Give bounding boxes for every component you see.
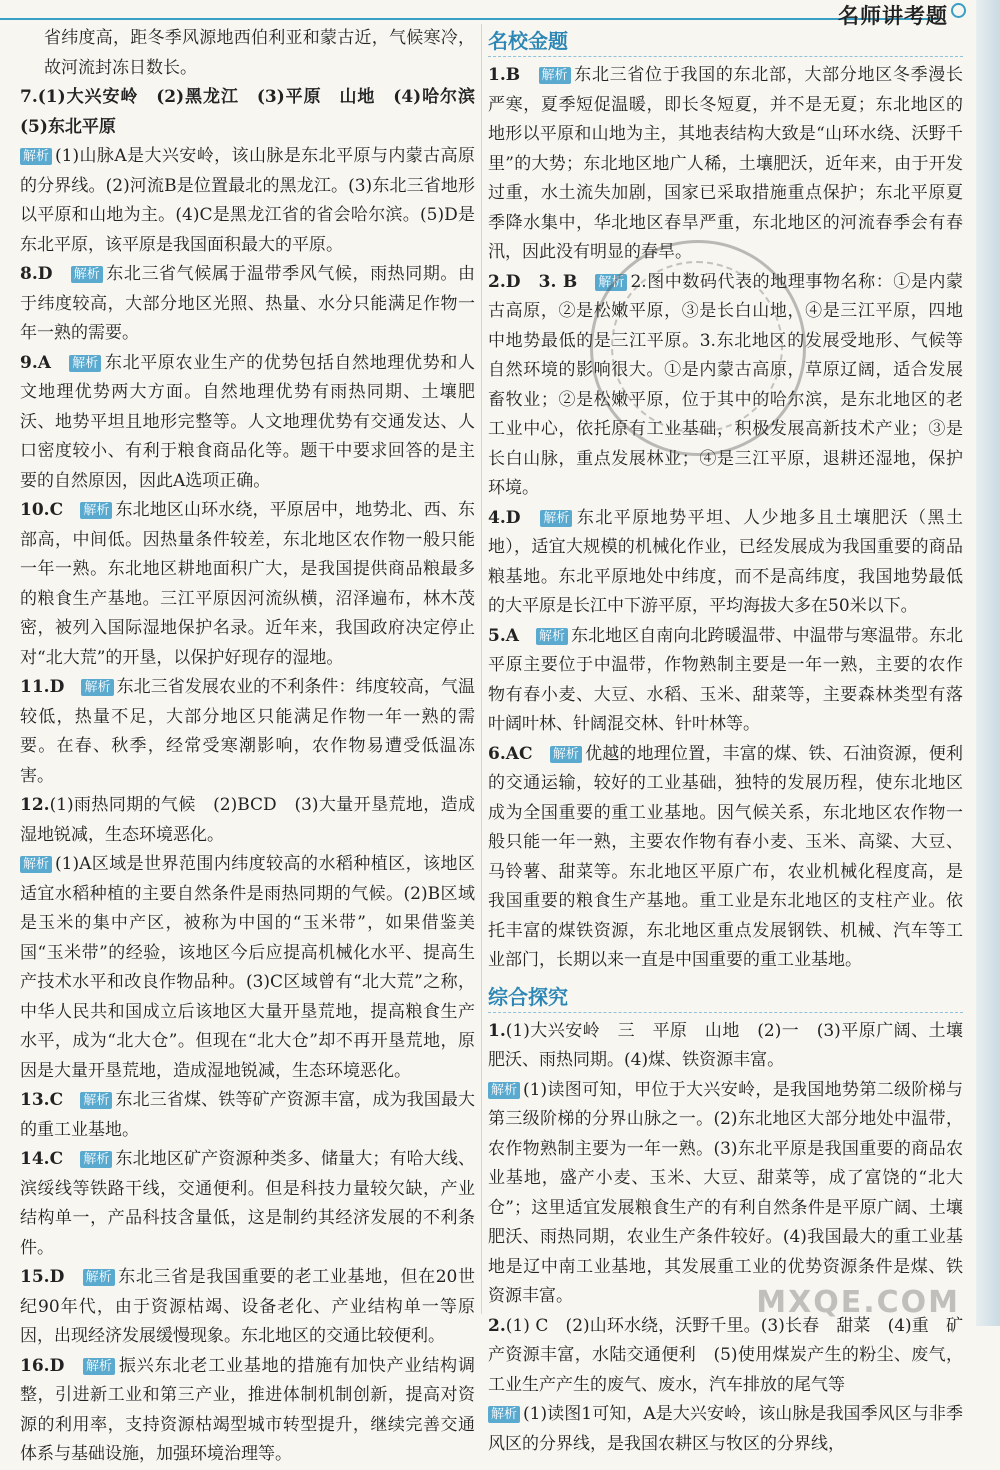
analysis-text: 振兴东北老工业基地的措施有加快产业结构调整，引进新工业和第三产业，推进体制机制创新，提高对资源的利用率，支持资源枯竭型城市转型提升，继续完善交通体系与基础设施，加强环境治理等。	[20, 1355, 476, 1464]
analysis-text: 东北三省煤、铁等矿产资源丰富，成为我国最大的重工业基地。	[20, 1090, 475, 1140]
question-answer: B	[505, 65, 521, 85]
analysis-text: 优越的地理位置，丰富的煤、铁、石油资源，便利的交通运输，较好的工业基础，独特的发展历程，使东北地区成为全国重要的重工业基地。因气候关系，东北地区农作物一般只能一年一熟，主要农作物有春小麦、玉米、高粱、大豆、马铃薯、甜菜等。东北地区平原广布，农业机械化程度高，是我国重要的粮食生产基地。重工业是东北地区的支柱产业。依托丰富的煤铁资源，东北地区重点发展钢铁、机械、汽车等工业部门，长期以来一直是中国重要的重工业基地。	[488, 743, 963, 970]
watermark-logo: MXQE.COM	[756, 1285, 960, 1320]
question-answer: (1) C (2)山环水绕，沃野千里。(3)长春 甜菜 (4)重 矿产资源丰富，水陆交通便利 (5)使用煤炭产生的粉尘、废气，工业生产产生的废气、废水，汽车排放的尾气等	[488, 1315, 963, 1395]
question-number: 2.	[488, 1315, 506, 1336]
question-number: 7.	[20, 87, 38, 107]
rq-6	[488, 740, 963, 976]
analysis-badge: 解析	[540, 510, 572, 527]
analysis-text: 东北地区自南向北跨暖温带、中温带与寒温带。东北平原主要位于中温带，作物熟制主要是一年一熟，主要的农作物有春小麦、大豆、水稻、玉米、甜菜等，主要森林类型有落叶阔叶林、针阔混交林、针叶林等。	[488, 625, 964, 734]
question-answer: D	[49, 1267, 65, 1287]
rq-5	[488, 622, 963, 740]
question-answer: D	[37, 264, 53, 284]
question-10	[20, 496, 475, 673]
analysis-badge: 解析	[595, 274, 627, 291]
question-number: 2.	[488, 271, 506, 292]
analysis-badge: 解析	[83, 1358, 115, 1375]
analysis-text: 东北三省发展农业的不利条件：纬度较高，气温较低，热量不足，大部分地区只能满足作物一年一熟的需要。在春、秋季，经常受寒潮影响，农作物易遭受低温冻害。	[20, 677, 476, 786]
analysis-badge: 解析	[550, 746, 582, 763]
analysis-badge: 解析	[71, 266, 103, 283]
question-answer: D 3. B	[505, 271, 578, 292]
question-number: 10.	[20, 500, 50, 520]
analysis-badge: 解析	[83, 1269, 115, 1286]
analysis-badge: 解析	[536, 628, 568, 645]
question-number: 12.	[20, 795, 50, 815]
analysis-badge: 解析	[488, 1406, 520, 1423]
question-number: 5.	[488, 625, 506, 646]
question-answer: C	[49, 500, 64, 520]
analysis-text: 东北平原农业生产的优势包括自然地理优势和人文地理优势两大方面。自然地理优势有雨热同期、土壤肥沃、地势平坦且地形完整等。人文地理优势有交通发达、人口密度较小、有利于粮食商品化等。题干中要求回答的是主要的自然原因，因此A选项正确。	[20, 352, 476, 491]
page-header	[0, 0, 1000, 28]
analysis-text: 东北平原地势平坦、人少地多且土壤肥沃（黑土地），适宜大规模的机械化作业，已经发展成为我国重要的商品粮基地。东北平原地处中纬度，而不是高纬度，我国地势最低的大平原是长江中下游平原，平均海拔大多在50米以下。	[488, 507, 964, 616]
question-number: 4.	[488, 507, 506, 528]
question-number: 9.	[20, 352, 38, 373]
analysis-badge: 解析	[80, 1092, 112, 1109]
analysis-text: (1)读图1可知，A是大兴安岭，该山脉是我国季风区与非季风区的分界线，是我国农耕区与牧区的分界线，	[488, 1404, 963, 1454]
question-answer: (1)大兴安岭 三 平原 山地 (2)一 (3)平原广阔、土壤肥沃、雨热同期。(4)煤、铁资源丰富。	[488, 1020, 963, 1070]
analysis-text: (1)山脉A是大兴安岭，该山脉是东北平原与内蒙古高原的分界线。(2)河流B是位置最北的黑龙江。(3)东北三省地形以平原和山地为主。(4)C是黑龙江省的省会哈尔滨。(5)D是东北平原，该平原是我国面积最大的平原。	[20, 146, 475, 255]
analysis-text: 东北地区山环水绕，平原居中，地势北、西、东部高，中间低。因热量条件较差，东北地区农作物一般只能一年一熟。东北地区耕地面积广大，是我国提供商品粮最多的粮食生产基地。三江平原因河流纵横，沼泽遍布，林木茂密，被列入国际湿地保护名录。近年来，我国政府决定停止对“北大荒”的开垦，以保护好现存的湿地。	[20, 500, 475, 668]
question-number: 16.	[20, 1355, 50, 1376]
question-number: 15.	[20, 1267, 50, 1287]
analysis-text: 东北三省是我国重要的老工业基地，但在20世纪90年代，由于资源枯竭、设备老化、产业结构单一等原因，出现经济发展缓慢现象。东北地区的交通比较便利。	[20, 1267, 475, 1346]
analysis-text: 东北地区矿产资源种类多、储量大；有哈大线、滨绥线等铁路干线，交通便利。但是科技力量较欠缺，产业结构单一，产品科技含量低，这是制约其经济发展的不利条件。	[20, 1149, 475, 1258]
analysis-badge: 解析	[20, 856, 52, 873]
question-number: 1.	[488, 1020, 506, 1041]
question-number: 11.	[20, 677, 50, 697]
continuation-text: 省纬度高，距冬季风源地西伯利亚和蒙古近，气候寒冷，故河流封冻日数长。	[44, 28, 475, 78]
cq-1	[488, 1017, 963, 1312]
analysis-text: 东北三省气候属于温带季风气候，雨热同期。由于纬度较高，大部分地区光照、热量、水分只能满足作物一年一熟的需要。	[20, 264, 476, 343]
analysis-badge: 解析	[80, 1151, 112, 1168]
question-answer: C	[49, 1090, 64, 1110]
question-answer: AC	[505, 743, 533, 764]
analysis-badge: 解析	[488, 1082, 520, 1099]
section-title-famous-school: 名校金题	[488, 26, 963, 57]
analysis-text: 东北三省位于我国的东北部，大部分地区冬季漫长严寒，夏季短促温暖，即长冬短夏，并不是无夏；东北地区的地形以平原和山地为主，其地表结构大致是“山环水绕、沃野千里”的大势；东北地区地广人稀，土壤肥沃，近年来，由于开发过重，水土流失加剧，国家已采取措施重点保护；东北平原夏季降水集中，华北地区春旱严重，东北地区的河流春季会有春汛，因此没有明显的春旱。	[488, 65, 964, 262]
question-answer: D	[49, 677, 65, 697]
question-answer: A	[37, 352, 51, 373]
question-number: 13.	[20, 1090, 50, 1110]
analysis-text: (1)A区域是世界范围内纬度较高的水稻种植区，该地区适宜水稻种植的主要自然条件是雨热同期的气候。(2)B区域是玉米的集中产区，被称为中国的“玉米带”，如果借鉴美国“玉米带”的经验，该地区今后应提高机械化水平、提高生产技术水平和改良作物品种。(3)C区域曾有“北大荒”之称，中华人民共和国成立后该地区大量开垦荒地，提高粮食生产水平，成为“北大仓”。但现在“北大仓”却不再开垦荒地，原因是大量开垦荒地，造成湿地锐减，生态环境恶化。	[20, 854, 475, 1081]
question-16	[20, 1352, 475, 1470]
question-answer: D	[505, 507, 521, 528]
question-13	[20, 1086, 475, 1145]
question-15	[20, 1263, 475, 1352]
question-11	[20, 673, 475, 791]
rq-4	[488, 504, 963, 622]
right-column	[488, 24, 963, 1459]
question-number: 14.	[20, 1149, 50, 1169]
question-number: 1.	[488, 65, 506, 85]
question-12	[20, 791, 475, 1086]
question-9	[20, 349, 475, 497]
page-edge-strip	[976, 0, 1000, 1326]
question-answer: D	[49, 1355, 65, 1376]
question-answer: (1)大兴安岭 (2)黑龙江 (3)平原 山地 (4)哈尔滨 (5)东北平原	[20, 87, 492, 137]
question-14	[20, 1145, 475, 1263]
analysis-badge: 解析	[20, 148, 52, 165]
question-number: 6.	[488, 743, 506, 764]
question-8	[20, 260, 475, 349]
analysis-badge: 解析	[69, 355, 101, 372]
analysis-text: 2.图中数码代表的地理事物名称：①是内蒙古高原，②是松嫩平原，③是长白山地，④是三江平原，四地中地势最低的是三江平原。3.东北地区的发展受地形、气候等自然环境的影响很大。①是内蒙古高原，草原辽阔，适合发展畜牧业；②是松嫩平原，位于其中的哈尔滨，是东北地区的老工业中心，依托原有工业基础，积极发展高新技术产业；③是长白山脉，重点发展林业；④是三江平原，退耕还湿地，保护环境。	[488, 271, 964, 498]
header-title: 名师讲考题	[838, 4, 948, 28]
question-answer: A	[505, 625, 519, 646]
column-divider	[481, 24, 482, 1314]
analysis-text: (1)读图可知，甲位于大兴安岭，是我国地势第二级阶梯与第三级阶梯的分界山脉之一。(2)东北地区大部分地处中温带，农作物熟制主要为一年一熟。(3)东北平原是我国重要的商品农业基地，盛产小麦、玉米、大豆、甜菜等，成了富饶的“北大仓”；这里适宜发展粮食生产的有利自然条件是平原广阔、土壤肥沃、雨热同期，农业生产条件较好。(4)我国最大的重工业基地是辽中南工业基地，其发展重工业的优势资源条件是煤、铁资源丰富。	[488, 1079, 963, 1306]
question-answer: (1)雨热同期的气候 (2)BCD (3)大量开垦荒地，造成湿地锐减，生态环境恶化。	[20, 795, 475, 845]
question-answer: C	[49, 1149, 64, 1169]
question-number: 8.	[20, 264, 38, 284]
analysis-badge: 解析	[80, 502, 112, 519]
header-circle-icon	[951, 3, 966, 18]
left-column	[20, 24, 492, 1470]
question-7	[20, 83, 492, 260]
rq-1	[488, 61, 963, 268]
header-rule	[0, 18, 940, 20]
cq-2	[488, 1312, 963, 1460]
section-title-comprehensive: 综合探究	[488, 982, 963, 1013]
rq-2-3	[488, 268, 963, 504]
analysis-badge: 解析	[539, 67, 571, 84]
analysis-badge: 解析	[81, 679, 113, 696]
